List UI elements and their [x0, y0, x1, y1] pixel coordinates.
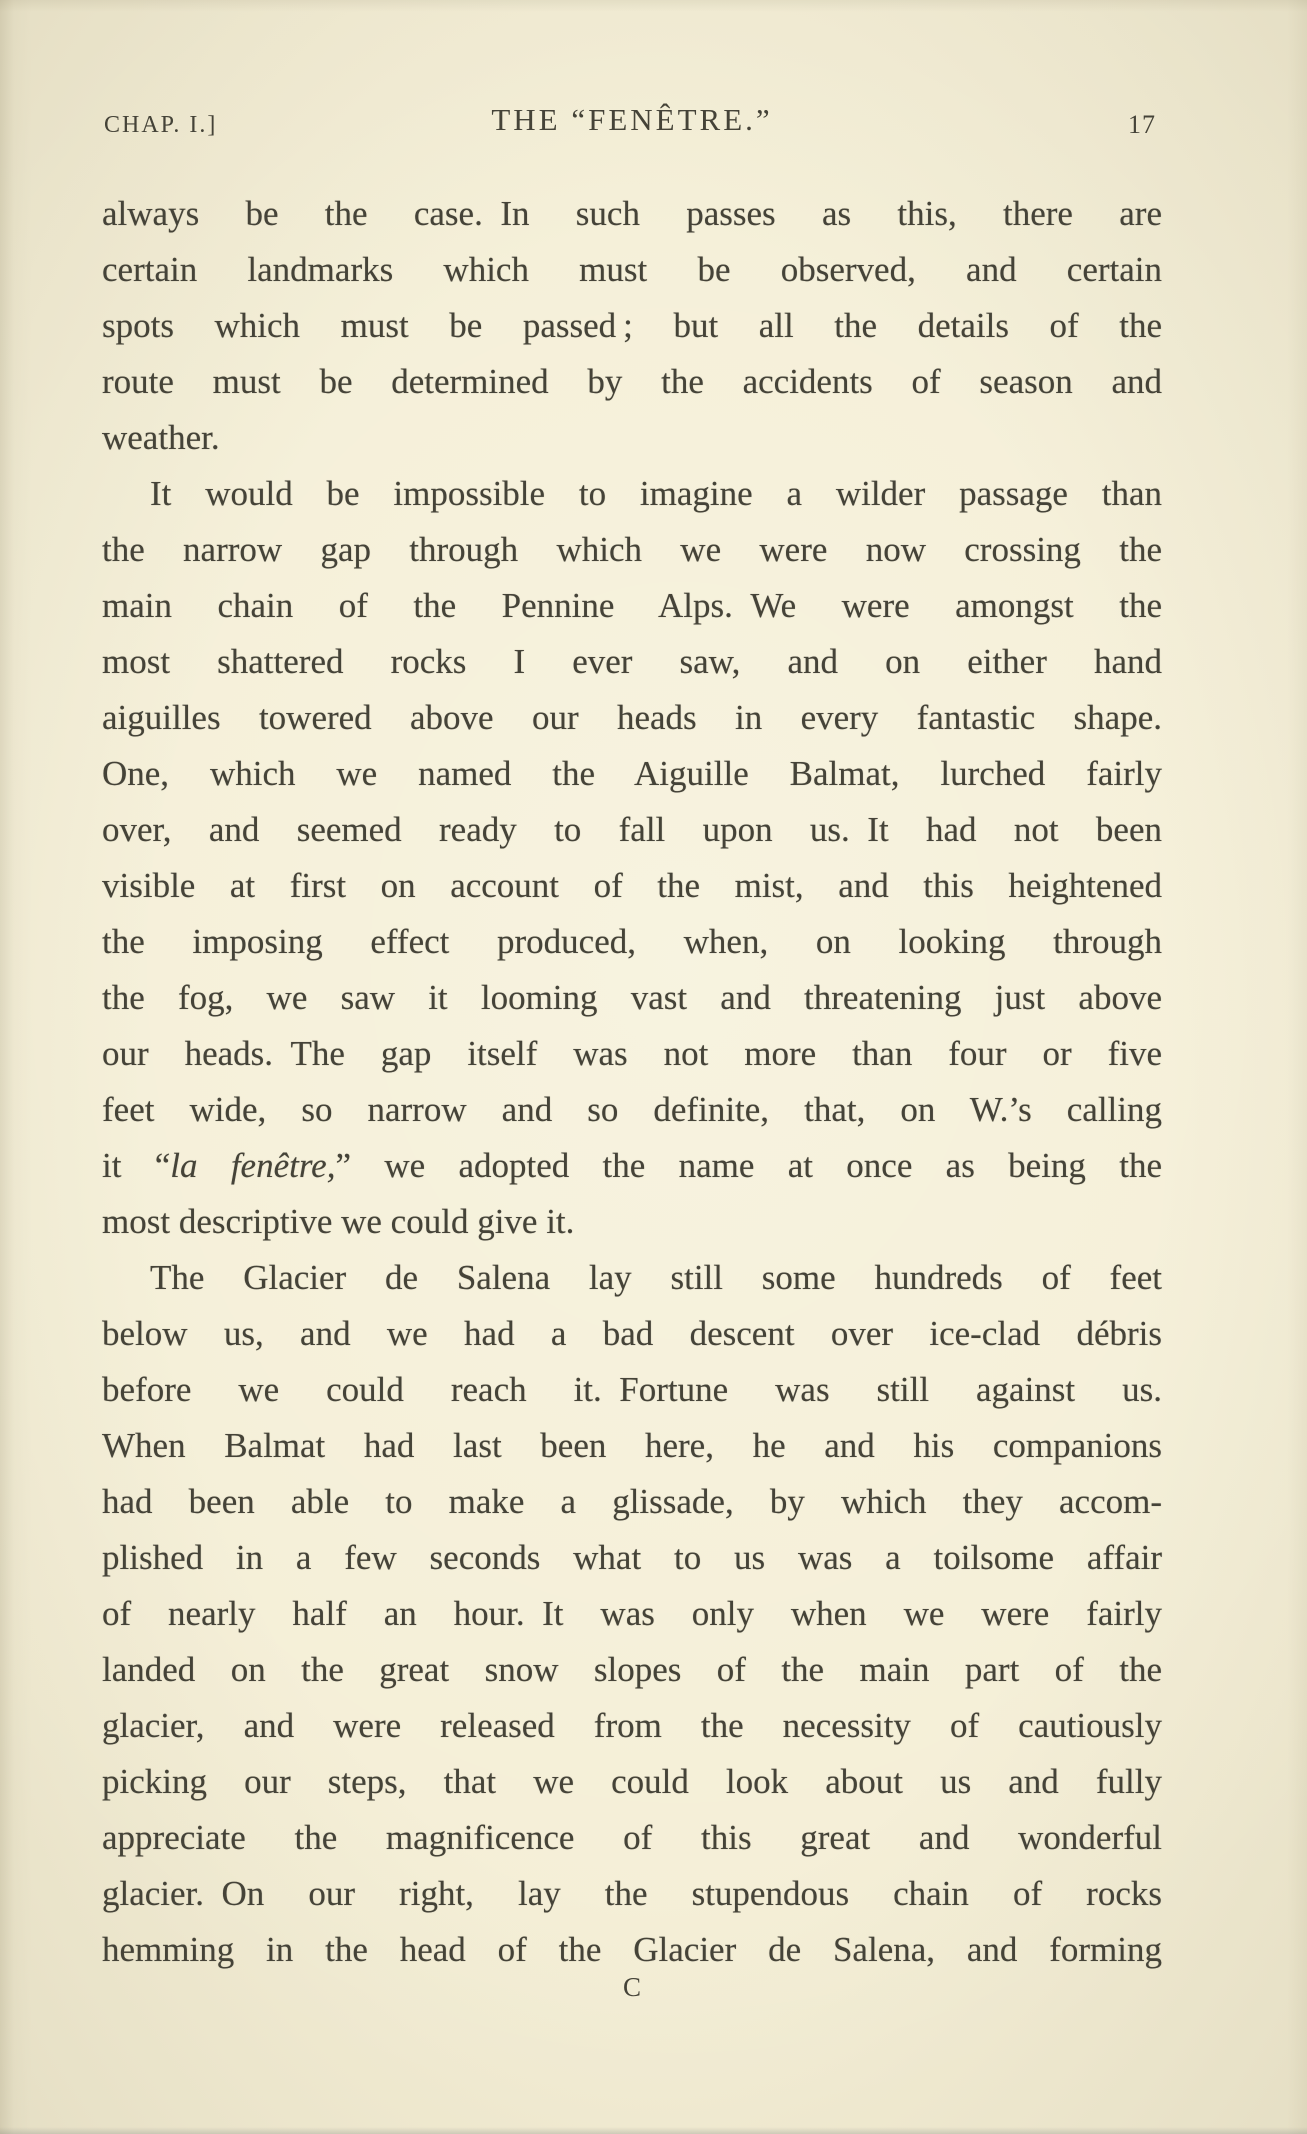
- text-line: [102, 970, 1162, 1026]
- paragraph: [102, 186, 1162, 466]
- text-segment: had been able to make a glissade, by which they accom-: [102, 1482, 1162, 1521]
- text-segment: glacier. On our right, lay the stupendous chain of rocks: [102, 1874, 1162, 1913]
- text-line: [102, 410, 1162, 466]
- text-line: [102, 1810, 1162, 1866]
- text-segment: One, which we named the Aiguille Balmat, lurched fairly: [102, 754, 1162, 793]
- text-line: [102, 1306, 1162, 1362]
- text-segment: our heads. The gap itself was not more than four or five: [102, 1034, 1162, 1073]
- text-line: [102, 858, 1162, 914]
- text-segment: most descriptive we could give it.: [102, 1202, 575, 1241]
- text-segment: It would be impossible to imagine a wilder passage than: [150, 474, 1162, 513]
- text-segment: over, and seemed ready to fall upon us. It had not been: [102, 810, 1162, 849]
- text-segment: certain landmarks which must be observed, and certain: [102, 250, 1162, 289]
- text-line: [102, 578, 1162, 634]
- text-segment: weather.: [102, 418, 220, 457]
- text-line: [102, 354, 1162, 410]
- text-segment: hemming in the head of the Glacier de Salena, and forming: [102, 1930, 1162, 1969]
- text-line: [102, 186, 1162, 242]
- text-line: [102, 1698, 1162, 1754]
- text-segment: the narrow gap through which we were now crossing the: [102, 530, 1162, 569]
- text-line: [102, 1530, 1162, 1586]
- text-line: [102, 802, 1162, 858]
- text-line: [102, 1362, 1162, 1418]
- text-segment: it “: [102, 1146, 171, 1185]
- chapter-label: CHAP. I.]: [104, 112, 218, 138]
- text-line: [102, 746, 1162, 802]
- text-line: [102, 298, 1162, 354]
- text-segment: glacier, and were released from the necessity of cautiously: [102, 1706, 1162, 1745]
- text-segment: the imposing effect produced, when, on looking through: [102, 922, 1162, 961]
- text-segment: most shattered rocks I ever saw, and on either hand: [102, 642, 1162, 681]
- text-segment: picking our steps, that we could look about us and fully: [102, 1762, 1162, 1801]
- text-segment: When Balmat had last been here, he and his companions: [102, 1426, 1162, 1465]
- text-line: [102, 1866, 1162, 1922]
- text-line: [102, 634, 1162, 690]
- text-segment: main chain of the Pennine Alps. We were amongst the: [102, 586, 1162, 625]
- text-line: [102, 1194, 1162, 1250]
- text-segment: spots which must be passed ; but all the details of the: [102, 306, 1162, 345]
- text-segment: plished in a few seconds what to us was a toilsome affair: [102, 1538, 1162, 1577]
- running-title: THE “FENÊTRE.”: [491, 102, 773, 137]
- text-line: [102, 1082, 1162, 1138]
- text-segment: ” we adopted the name at once as being the: [335, 1146, 1162, 1185]
- running-head: [102, 100, 1162, 148]
- text-line: [102, 1418, 1162, 1474]
- text-segment: before we could reach it. Fortune was still against us.: [102, 1370, 1162, 1409]
- page-number: 17: [1128, 110, 1156, 139]
- text-line: [102, 522, 1162, 578]
- text-segment: the fog, we saw it looming vast and threatening just above: [102, 978, 1162, 1017]
- text-line: [102, 1250, 1162, 1306]
- text-line: [102, 466, 1162, 522]
- page-body: [102, 186, 1162, 1978]
- italic-phrase: la fenêtre,: [170, 1146, 336, 1185]
- signature-mark: C: [622, 1972, 641, 2002]
- text-line: [102, 1026, 1162, 1082]
- text-line: [102, 1922, 1162, 1978]
- text-line: [102, 914, 1162, 970]
- text-segment: visible at first on account of the mist, and this heightened: [102, 866, 1162, 905]
- text-segment: of nearly half an hour. It was only when we were fairly: [102, 1594, 1162, 1633]
- text-segment: landed on the great snow slopes of the main part of the: [102, 1650, 1162, 1689]
- text-segment: always be the case. In such passes as this, there are: [102, 194, 1162, 233]
- text-segment: below us, and we had a bad descent over ice-clad débris: [102, 1314, 1162, 1353]
- text-line: [102, 1642, 1162, 1698]
- text-segment: route must be determined by the accidents of season and: [102, 362, 1162, 401]
- text-line: [102, 1138, 1162, 1194]
- text-line: [102, 1754, 1162, 1810]
- text-segment: The Glacier de Salena lay still some hundreds of feet: [150, 1258, 1162, 1297]
- paragraph: [102, 466, 1162, 1250]
- text-segment: aiguilles towered above our heads in every fantastic shape.: [102, 698, 1162, 737]
- text-segment: feet wide, so narrow and so definite, that, on W.’s calling: [102, 1090, 1162, 1129]
- signature-row: [102, 1972, 1162, 2003]
- text-line: [102, 690, 1162, 746]
- text-line: [102, 242, 1162, 298]
- text-line: [102, 1586, 1162, 1642]
- paragraph: [102, 1250, 1162, 1978]
- text-segment: appreciate the magnificence of this great and wonderful: [102, 1818, 1162, 1857]
- text-line: [102, 1474, 1162, 1530]
